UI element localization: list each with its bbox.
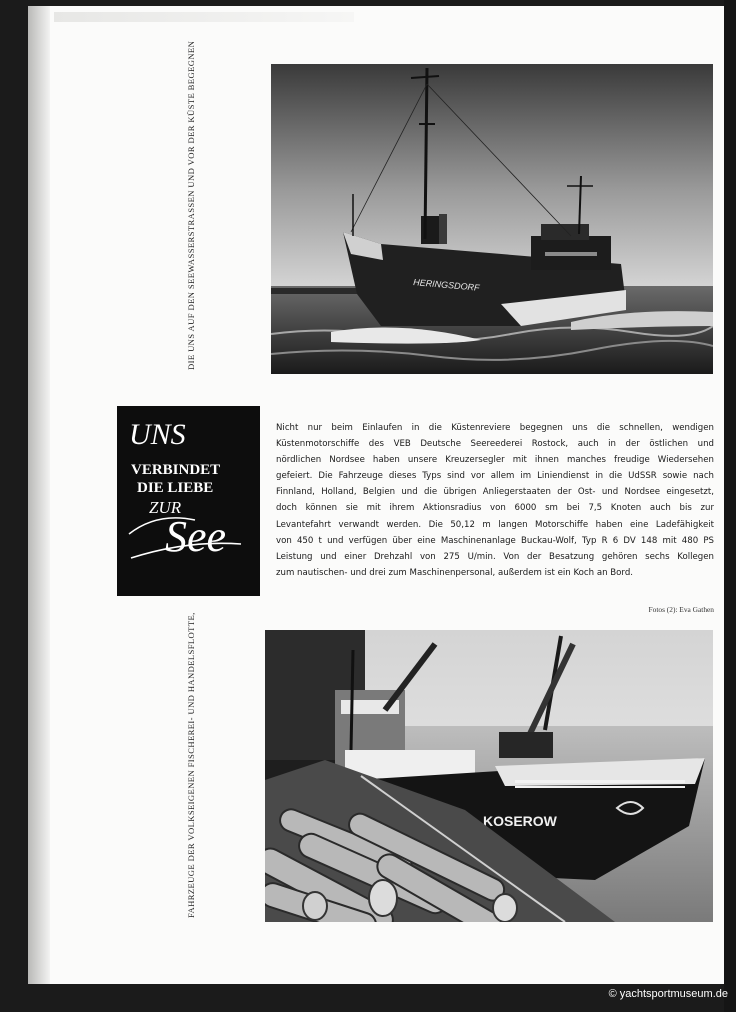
article-line: Nicht nur beim Einlaufen in die Küstenreviere begegnen uns die schnellen, wendigen	[276, 423, 714, 433]
photo-credit: Fotos (2): Eva Gathen	[648, 605, 714, 614]
ship-name-koserow: KOSEROW	[483, 813, 557, 829]
article-line: Levantefahrt verwandt werden. Die 50,12 m langen Motorschiffe haben eine Ladefähigkeit	[276, 519, 714, 530]
bleed-through-header	[54, 12, 354, 22]
article-line: nördlichen Nordsee haben unsere Kreuzersegler mit ihnen manches freudige Wiedersehen	[276, 455, 714, 466]
article-line: doch können sie mit ihrem Aktionsradius von 6000 sm bei 7,5 Knoten auch bis zur	[276, 503, 714, 514]
photo-koserow	[265, 630, 713, 922]
logo-line-uns: UNS	[129, 418, 186, 451]
logo-line-see: See	[165, 512, 227, 561]
photo-heringsdorf	[271, 64, 713, 374]
ship-name-heringsdorf: HERINGSDORF	[412, 277, 480, 293]
watermark: © yachtsportmuseum.de	[608, 988, 728, 1000]
article-line: Küstenmotorschiffe des VEB Deutsche Seereederei Rostock, auch in der östlichen und	[276, 439, 714, 450]
logo-line-verbindet: VERBINDET	[131, 462, 221, 478]
article-line: Finnland, Holland, Belgien und die übrigen Anliegerstaaten der Ost- und Nordsee eingesetzt,	[276, 487, 714, 498]
article-line: gefeiert. Die Fahrzeuge dieses Typs sind vor allem im Liniendienst in die UdSSR sowie nach	[276, 471, 714, 482]
article-line: Leistung und einer Drehzahl von 275 U/min. Von der Besatzung gehören sechs Kollegen	[276, 551, 714, 562]
article-line: von 450 t und verfügen über eine Maschinenanlage Buckau-Wolf, Typ R 6 DV 148 mit 480 PS	[276, 535, 714, 546]
vertical-caption-bottom: FAHRZEUGE DER VOLKSEIGENEN FISCHEREI- UND HANDELSFLOTTE,	[186, 612, 196, 918]
article-body	[276, 420, 714, 581]
vertical-caption-top: DIE UNS AUF DEN SEEWASSERSTRASSEN UND VOR DER KÜSTE BEGEGNEN	[186, 40, 196, 370]
logo-line-zur: ZUR	[149, 498, 182, 517]
spine-shadow	[28, 6, 50, 984]
headline-logo	[117, 406, 260, 596]
logo-line-die-liebe: DIE LIEBE	[137, 480, 214, 496]
right-gutter	[724, 0, 736, 1012]
article-line: zum nautischen- und drei zum Maschinenpersonal, außerdem ist ein Koch an Bord.	[276, 567, 634, 578]
